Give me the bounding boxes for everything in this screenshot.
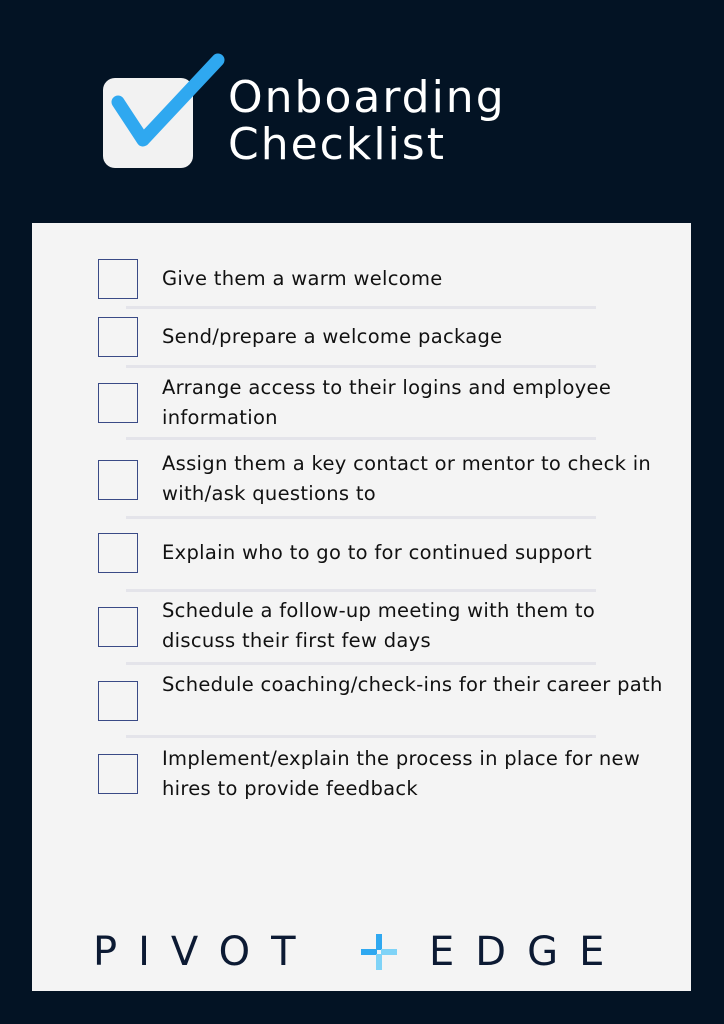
brand-logo bbox=[93, 928, 633, 976]
title-line-2: Checklist bbox=[228, 119, 446, 170]
plus-cross-icon bbox=[361, 934, 397, 970]
checkmark-icon bbox=[100, 52, 225, 162]
checkbox[interactable] bbox=[98, 383, 138, 423]
checkbox[interactable] bbox=[98, 681, 138, 721]
divider bbox=[126, 735, 596, 738]
checkbox[interactable] bbox=[98, 607, 138, 647]
checklist-card bbox=[32, 223, 691, 991]
checklist-item-text: Explain who to go to for continued support bbox=[162, 541, 592, 564]
checklist-item-text: Schedule coaching/check-ins for their career path bbox=[162, 673, 663, 696]
checklist-item-text: Give them a warm welcome bbox=[162, 267, 443, 290]
title-line-1: Onboarding bbox=[228, 72, 506, 123]
page-title bbox=[228, 74, 506, 168]
checkbox[interactable] bbox=[98, 754, 138, 794]
checklist-item-text: Schedule a follow-up meeting with them to discuss their first few days bbox=[162, 599, 596, 652]
checklist-item-text: Send/prepare a welcome package bbox=[162, 325, 503, 348]
brand-word-pivot: PIVOT bbox=[93, 929, 317, 975]
divider bbox=[126, 306, 596, 309]
divider bbox=[126, 365, 596, 368]
divider bbox=[126, 437, 596, 440]
brand-word-edge: EDGE bbox=[429, 929, 626, 975]
divider bbox=[126, 662, 596, 665]
checkbox[interactable] bbox=[98, 533, 138, 573]
checklist-item-text: Arrange access to their logins and employee information bbox=[162, 376, 612, 429]
checklist-item-text: Implement/explain the process in place for new hires to provide feedback bbox=[162, 747, 641, 800]
divider bbox=[126, 589, 596, 592]
checklist-item-text: Assign them a key contact or mentor to check in with/ask questions to bbox=[162, 452, 652, 505]
checkbox[interactable] bbox=[98, 460, 138, 500]
checkbox[interactable] bbox=[98, 259, 138, 299]
checkbox[interactable] bbox=[98, 317, 138, 357]
divider bbox=[126, 516, 596, 519]
